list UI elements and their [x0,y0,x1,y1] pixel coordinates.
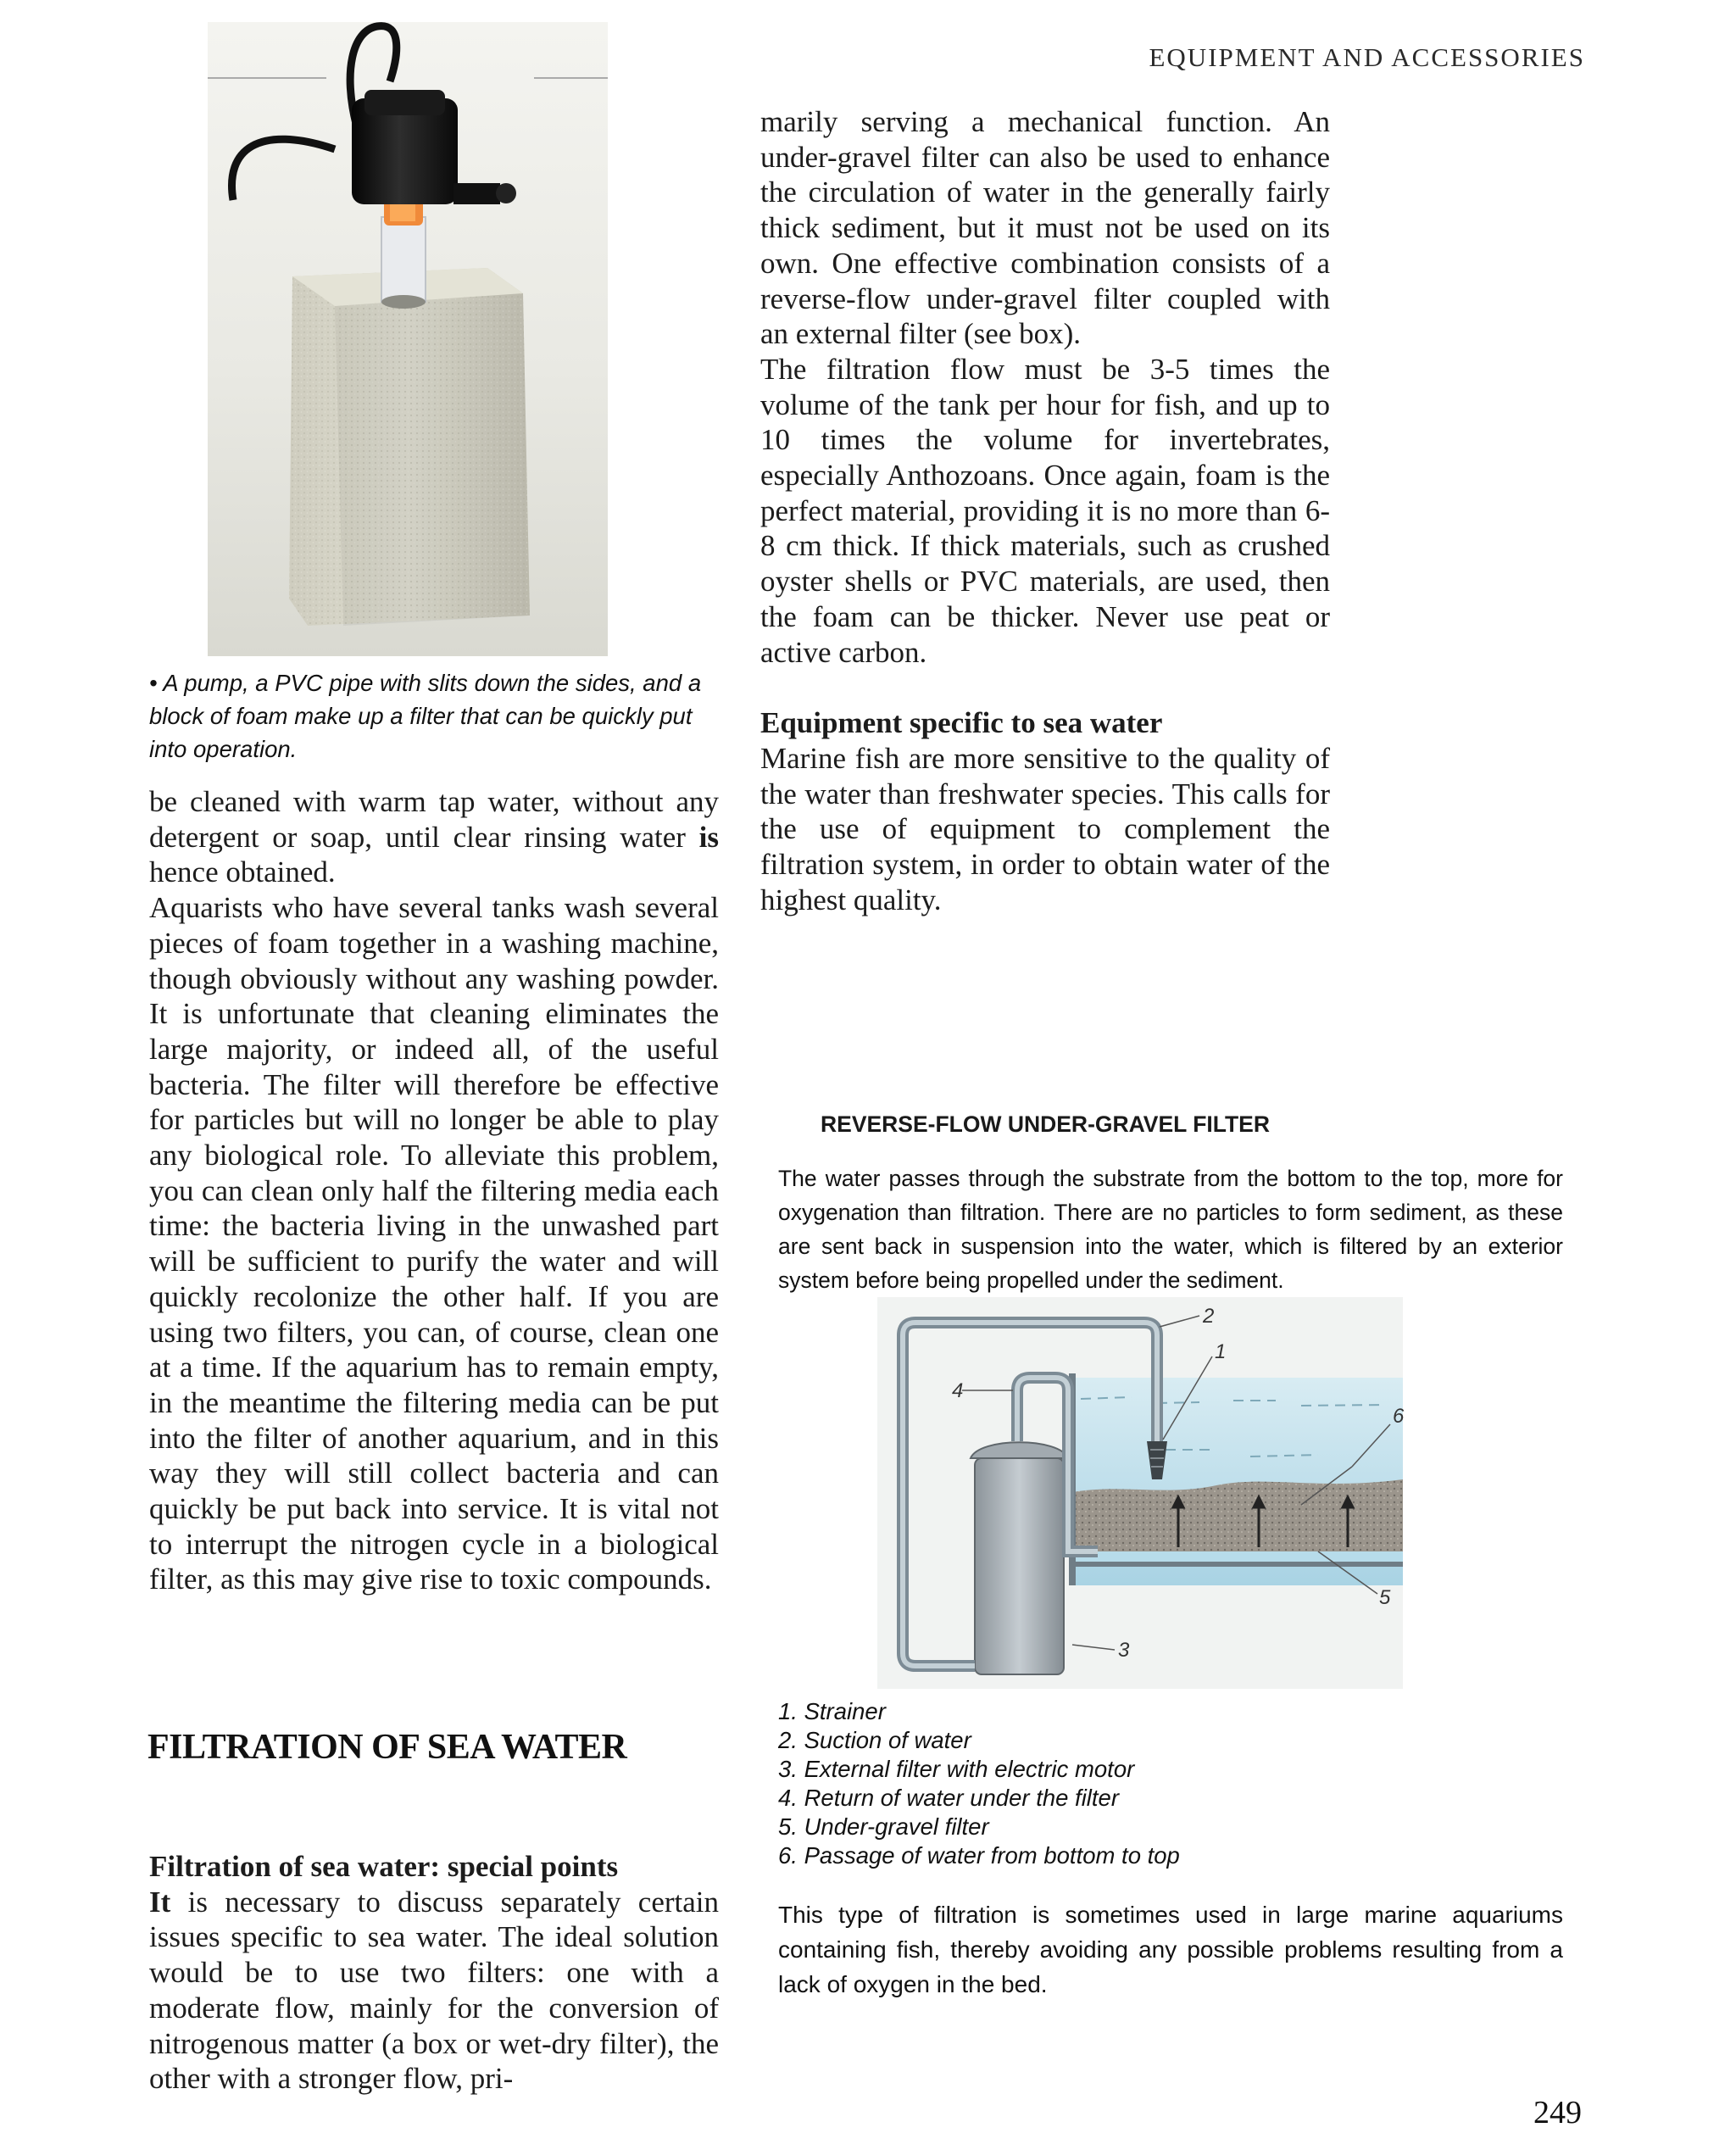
box-title: REVERSE-FLOW UNDER-GRAVEL FILTER [821,1111,1270,1137]
legend-item: 6. Passage of water from bottom to top [778,1842,1180,1869]
pump-foam-filter-photo [208,22,608,656]
diagram-label-4: 4 [952,1379,964,1402]
reverse-flow-filter-diagram [877,1297,1403,1689]
diagram-label-3: 3 [1118,1639,1130,1662]
box-note: This type of filtration is sometimes used in large marine aquariums containing fish, thereby avoiding any possible problems resulting from a lack of oxygen in the bed. [778,1902,1563,1997]
diagram-label-5: 5 [1379,1586,1391,1609]
paragraph: Aquarists who have several tanks wash several pieces of foam together in a washing machine, though obviously without any washing powder. It is unfortunate that cleaning eliminates the large majority, or indeed all, of the useful bacteria. The filter will therefore be effective for particles but will no longer be able to play any biological role. To alleviate this problem, you can clean only half the filtering media each time: the bacteria living in the unwashed part will be sufficient to purify the water and will quickly recolonize the other half. If you are using two filters, you can, of course, clean one at a time. If the aquarium has to remain empty, in the meantime the filtering media can be put into the filter of another aquarium, and in this way they will still collect bacteria and can quickly be put back into service. It is vital not to interrupt the nitrogen cycle in a biological filter, as this may give rise to toxic compounds. [149,891,719,1596]
right-column-text [760,104,1330,917]
photo-caption: • A pump, a PVC pipe with slits down the sides, and a block of foam make up a filter that can be quickly put into operation. [149,670,702,762]
legend-item: 1. Strainer [778,1698,886,1724]
paragraph: be cleaned with warm tap water, without any detergent or soap, until clear rinsing water is hence obtained. [149,785,719,889]
diagram-label-2: 2 [1203,1305,1215,1328]
legend-item: 3. External filter with electric motor [778,1756,1135,1782]
paragraph: It is necessary to discuss separately certain issues specific to sea water. The ideal solution would be to use two filters: one with a moderate flow, mainly for the conversion of nitrogenous matter (a box or wet-dry filter), the other with a stronger flow, pri- [149,1885,719,2096]
paragraph: marily serving a mechanical function. An under-gravel filter can also be used to enhance the circulation of water in the generally fairly thick sediment, but it must not be used on its own. One effective combination consists of a reverse-flow under-gravel filter coupled with an external filter (see box). [760,105,1330,351]
subheading: Filtration of sea water: special points [149,1850,619,1883]
paragraph: Marine fish are more sensitive to the quality of the water than freshwater species. This calls for the use of equipment to complement the filtration system, in order to obtain water of the highest quality. [760,741,1330,916]
legend-item: 5. Under-gravel filter [778,1813,989,1840]
section-title: FILTRATION OF SEA WATER [147,1728,627,1767]
legend-item: 2. Suction of water [778,1727,971,1753]
diagram-label-6: 6 [1393,1405,1405,1428]
running-head: EQUIPMENT AND ACCESSORIES [1149,42,1585,72]
legend-item: 4. Return of water under the filter [778,1785,1120,1811]
page-number: 249 [1533,2095,1582,2131]
diagram-legend [778,1697,1372,1870]
left-column-text [149,784,719,1597]
paragraph: The filtration flow must be 3-5 times the volume of the tank per hour for fish, and up to 10 times the volume for invertebrates, especially Anthozoans. Once again, foam is the perfect material, providing it is no more than 6-8 cm thick. If thick materials, such as crushed oyster shells or PVC materials, are used, then the foam can be thicker. Never use peat or active carbon. [760,352,1330,669]
diagram-label-1: 1 [1215,1340,1227,1363]
subheading: Equipment specific to sea water [760,706,1163,740]
box-text: The water passes through the substrate from the bottom to the top, more for oxygenation than filtration. There are no particles to form sediment, as these are sent back in suspension into the water, which is filtered by an exterior system before being propelled under the sediment. [778,1166,1563,1293]
section-text [149,1849,719,2097]
